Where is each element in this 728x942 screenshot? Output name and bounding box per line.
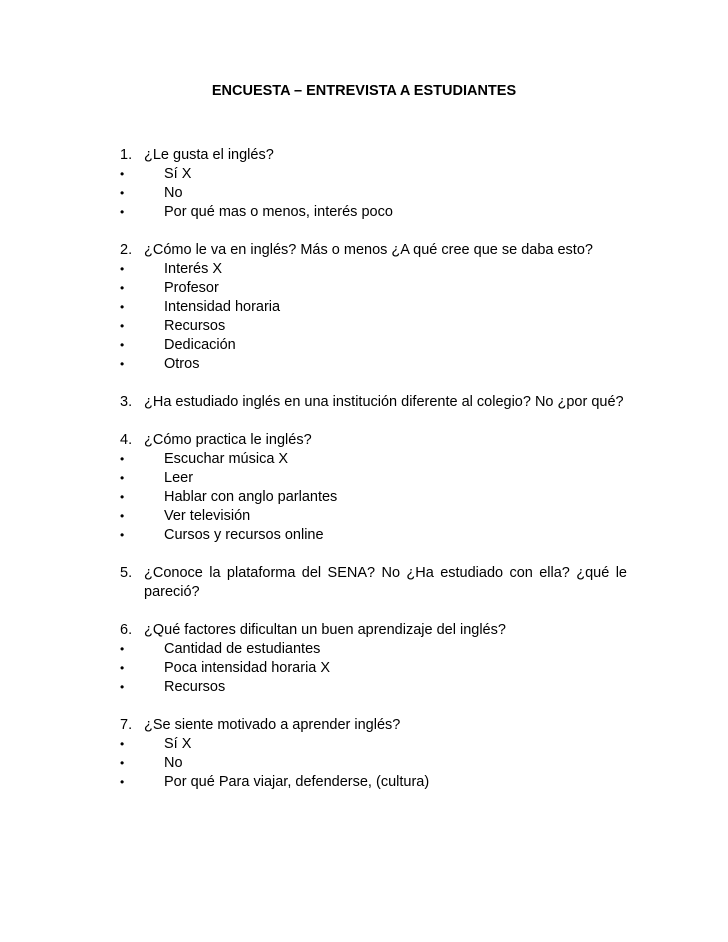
question-text: ¿Cómo le va en inglés? Más o menos ¿A qué cree que se daba esto? [144,242,593,258]
bullet-icon: • [120,737,125,751]
answer-option-text: Intensidad horaria [164,299,281,315]
bullet-icon: • [120,471,125,485]
bullet-icon: • [120,680,125,694]
answer-option [0,450,728,469]
bullet-icon: • [120,262,125,276]
bullet-icon: • [120,490,125,504]
question-item [0,241,728,374]
answer-option [0,355,728,374]
answer-option [0,260,728,279]
answer-option [0,279,728,298]
question-number: 6. [120,622,133,638]
question-number: 2. [120,242,133,258]
answer-option-text: Hablar con anglo parlantes [164,489,338,505]
question-line [0,241,728,260]
answer-option-text: Por qué mas o menos, interés poco [164,204,393,220]
answer-option [0,298,728,317]
question-line [0,621,728,640]
question-text: ¿Le gusta el inglés? [144,147,274,163]
answer-option [0,317,728,336]
bullet-icon: • [120,661,125,675]
question-number: 5. [120,565,133,581]
question-list [0,146,728,811]
answer-option-text: Sí X [164,736,192,752]
question-item [0,431,728,545]
answer-option [0,507,728,526]
question-number: 1. [120,147,133,163]
question-line [0,146,728,165]
question-text: ¿Se siente motivado a aprender inglés? [144,717,401,733]
answer-option-text: Escuchar música X [164,451,289,467]
question-item [0,564,728,602]
document-title: ENCUESTA – ENTREVISTA A ESTUDIANTES [211,83,517,99]
answer-option-text: Otros [164,356,200,372]
question-number: 4. [120,432,133,448]
answer-option-text: Profesor [164,280,219,296]
answer-option [0,165,728,184]
bullet-icon: • [120,452,125,466]
answer-option-text: No [164,185,183,201]
answer-option [0,469,728,488]
question-line [0,564,728,602]
bullet-icon: • [120,167,125,181]
question-text: ¿Cómo practica le inglés? [144,432,312,448]
answer-option [0,754,728,773]
bullet-icon: • [120,528,125,542]
answer-option-text: Recursos [164,318,226,334]
question-number: 7. [120,717,133,733]
question-line [0,393,728,412]
answer-option [0,336,728,355]
question-item [0,716,728,792]
answer-option [0,488,728,507]
answer-option [0,526,728,545]
question-item [0,393,728,412]
answer-option-text: No [164,755,183,771]
bullet-icon: • [120,205,125,219]
bullet-icon: • [120,775,125,789]
answer-option-text: Por qué Para viajar, defenderse, (cultura) [164,774,430,790]
answer-option-text: Interés X [164,261,223,277]
answer-option [0,773,728,792]
question-item [0,621,728,697]
bullet-icon: • [120,186,125,200]
bullet-icon: • [120,509,125,523]
answer-option-text: Ver televisión [164,508,251,524]
question-line [0,716,728,735]
answer-option [0,184,728,203]
bullet-icon: • [120,300,125,314]
answer-option-text: Recursos [164,679,226,695]
answer-option-text: Dedicación [164,337,236,353]
answer-option [0,203,728,222]
question-text: ¿Ha estudiado inglés en una institución diferente al colegio? No ¿por qué? [144,394,624,410]
answer-option [0,735,728,754]
bullet-icon: • [120,319,125,333]
answer-option-text: Sí X [164,166,192,182]
bullet-icon: • [120,281,125,295]
answer-option-text: Poca intensidad horaria X [164,660,331,676]
bullet-icon: • [120,357,125,371]
answer-option-text: Cursos y recursos online [164,527,324,543]
answer-option-text: Cantidad de estudiantes [164,641,321,657]
bullet-icon: • [120,756,125,770]
question-text: ¿Qué factores dificultan un buen aprendizaje del inglés? [144,622,506,638]
answer-option [0,640,728,659]
question-text: ¿Conoce la plataforma del SENA? No ¿Ha estudiado con ella? ¿qué le pareció? [144,565,627,600]
question-line [0,431,728,450]
bullet-icon: • [120,642,125,656]
question-number: 3. [120,394,133,410]
bullet-icon: • [120,338,125,352]
answer-option-text: Leer [164,470,194,486]
answer-option [0,659,728,678]
answer-option [0,678,728,697]
question-item [0,146,728,222]
